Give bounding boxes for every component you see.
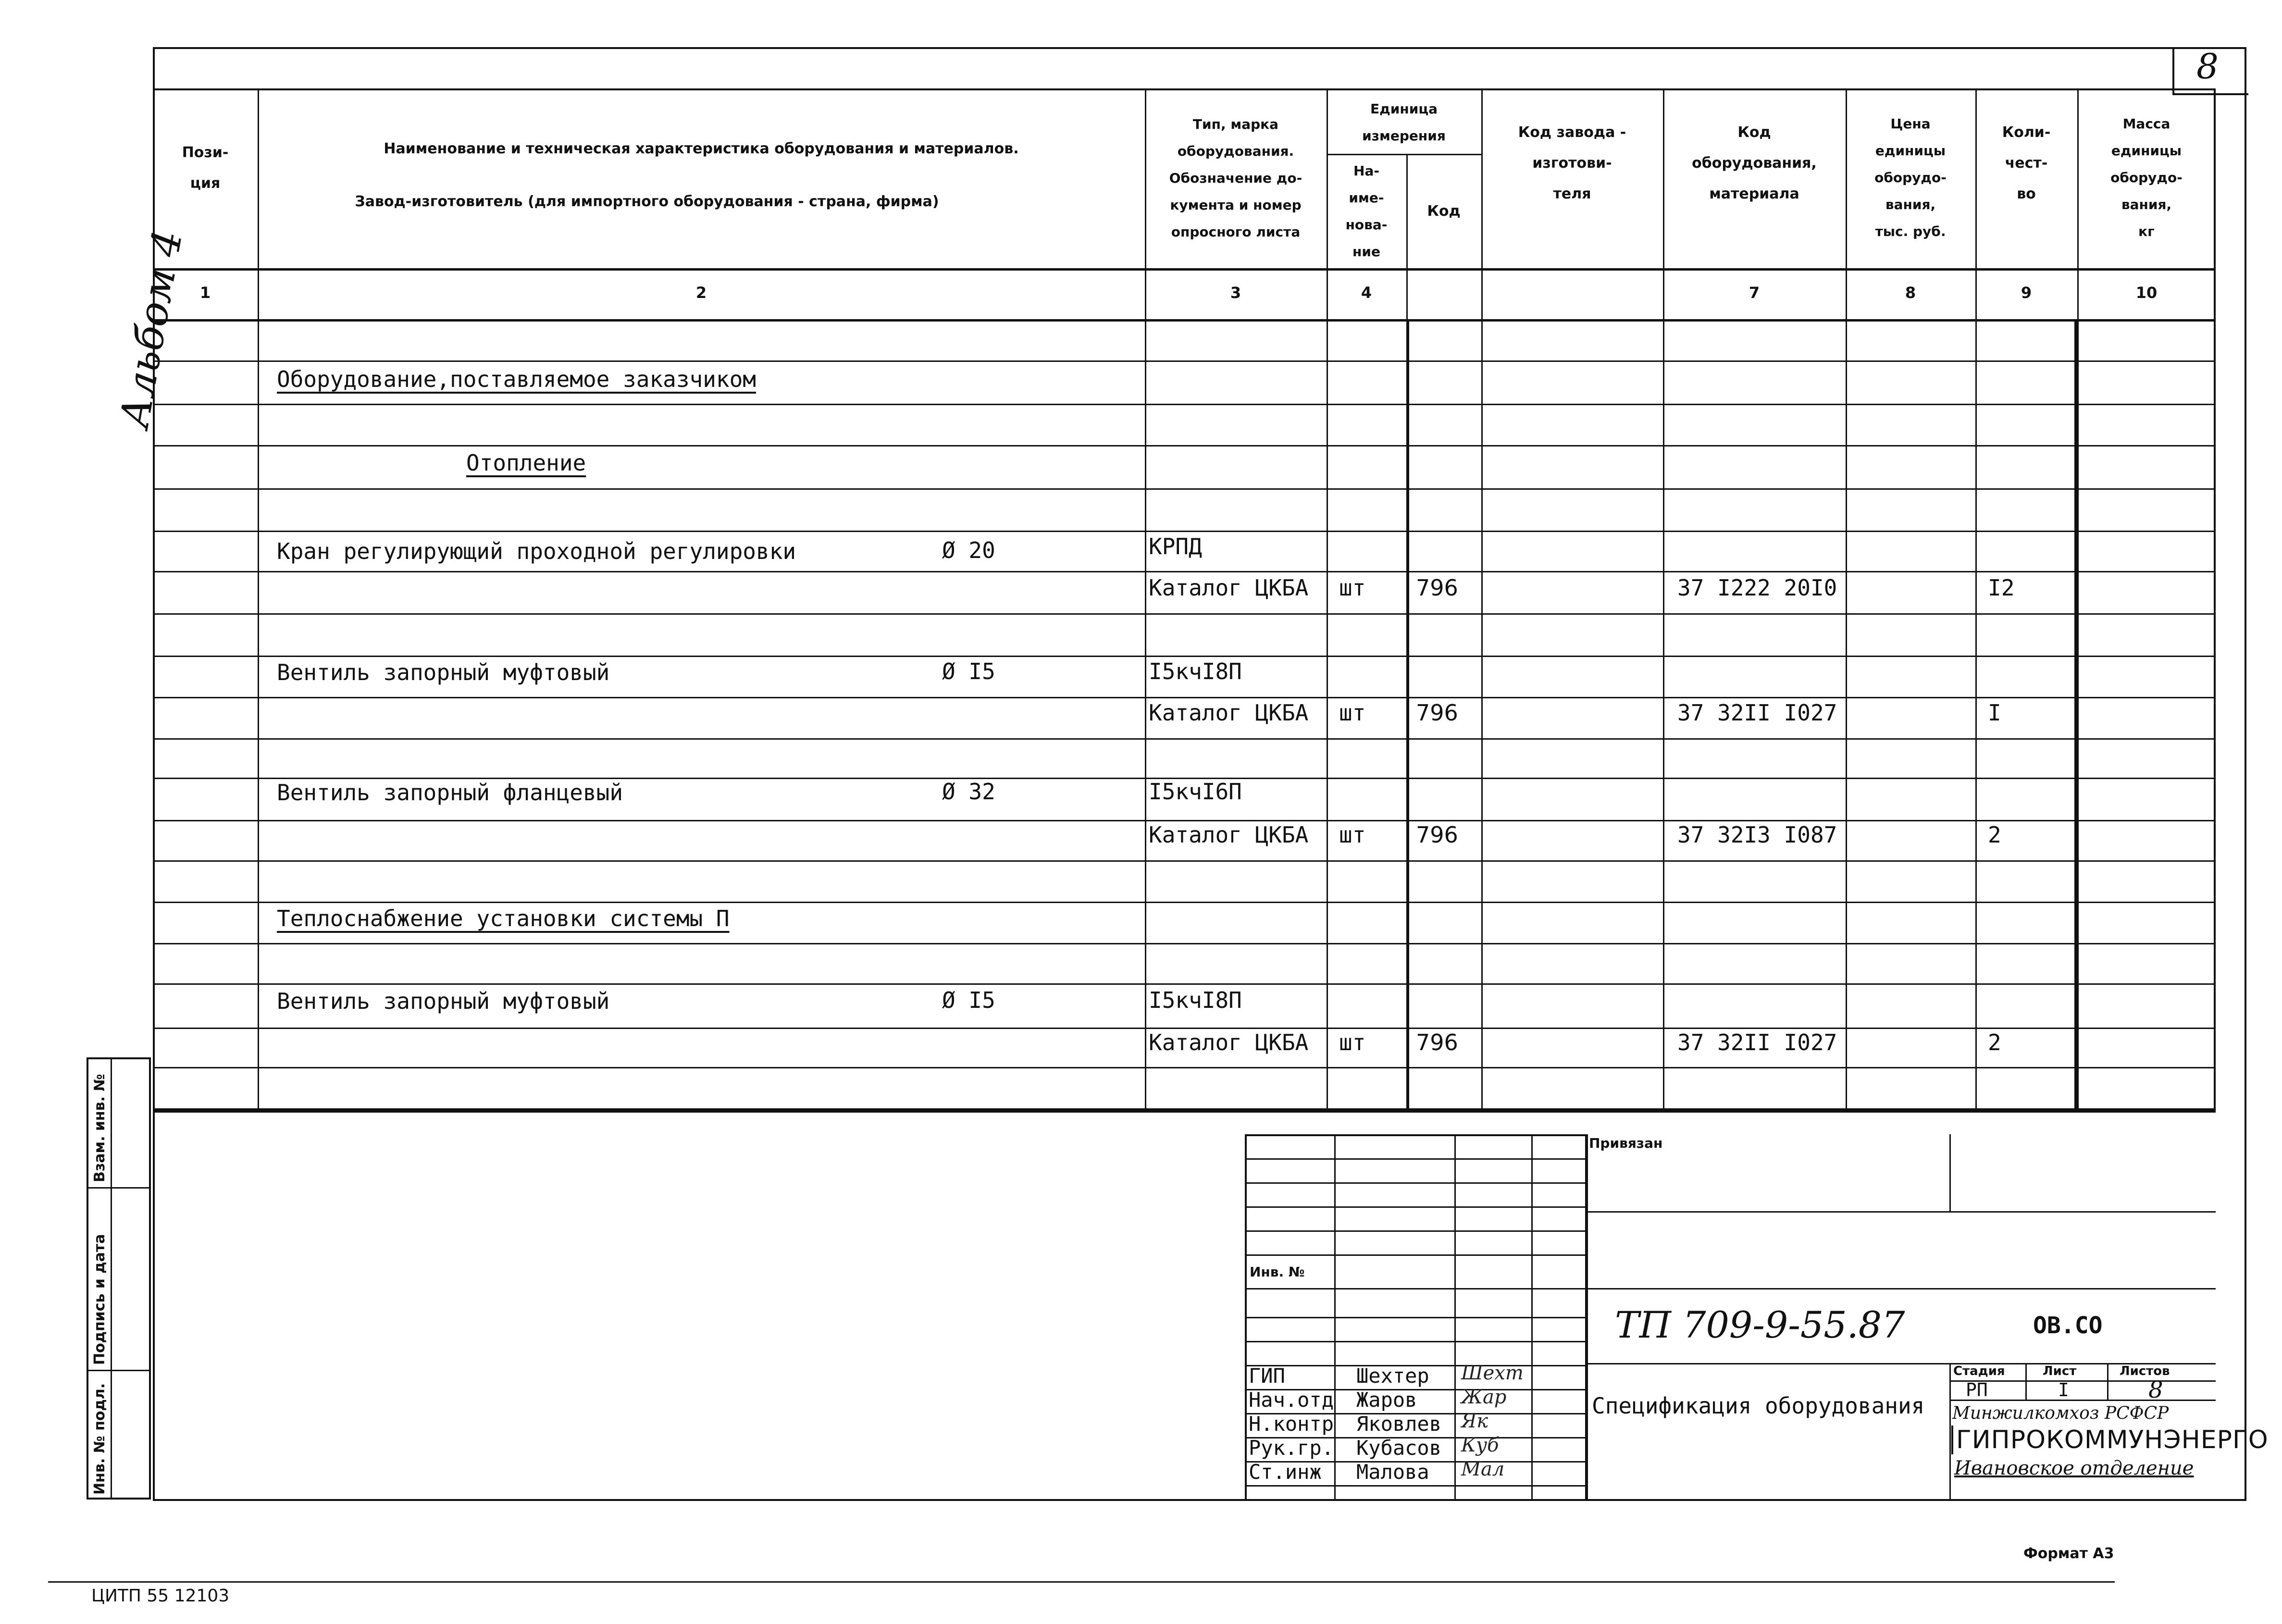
item4-type: I5кчI8П [1149,987,1242,1013]
row-line [153,983,2216,985]
row-line [153,1067,2216,1068]
header-unit-code: Код [1427,203,1461,220]
footer-stamp: ЦИТП 55 12103 [91,1586,230,1606]
signature: Мал [1461,1458,1505,1480]
item1-catalog: Каталог ЦКБА [1149,575,1309,601]
tb-hline [1245,1341,1586,1342]
name-yakovlev: Яковлев [1356,1412,1442,1436]
item1-unit-code: 796 [1416,575,1458,601]
signature: Куб [1461,1434,1499,1456]
colnum-8: 8 [1905,284,1916,302]
col-line-1 [258,88,259,1110]
header-name-line2: Завод-изготовитель (для импортного оборудования - страна, фирма) [355,193,939,210]
tb-right-line [1949,1400,2216,1401]
row-line [153,860,2216,862]
unit-group-line [1327,154,1481,155]
stage-label: Стадия [1953,1364,2005,1378]
sheet-label: Лист [2043,1364,2077,1378]
margin-line [87,1370,151,1371]
row-line [153,697,2216,698]
tb-right-vline [1949,1134,1951,1211]
doc-suffix: ОВ.СО [2033,1312,2103,1339]
row-line [153,613,2216,615]
row-line [153,738,2216,740]
item4-unit: шт [1339,1029,1366,1055]
item1-unit: шт [1339,575,1366,601]
item3-qty: 2 [1988,822,2001,848]
colnum-4: 4 [1361,284,1372,302]
signature: Жар [1461,1386,1507,1408]
colnum-1: 1 [199,284,211,302]
item1-type: КРПД [1149,533,1202,559]
item4-unit-code: 796 [1416,1029,1458,1055]
margin-inv-podl-label: Инв. № подл. [91,1383,108,1495]
row-line [153,820,2216,821]
signature: Як [1461,1410,1488,1432]
item2-name: Вентиль запорный муфтовый [277,659,610,685]
tb-hline [1245,1230,1586,1232]
name-malova: Малова [1356,1460,1429,1484]
header-price: Цена единицы оборудо- вания, тыс. руб. [1874,116,1947,239]
inv-no-label: Инв. № [1250,1264,1305,1280]
colnum-10: 10 [2135,284,2158,302]
margin-line [87,1187,151,1189]
item2-catalog: Каталог ЦКБА [1149,700,1309,726]
format-label: Формат А3 [2023,1545,2114,1562]
item1-code: 37 I222 20I0 [1677,575,1837,601]
row-line [153,943,2216,944]
sheet-value: I [2058,1379,2069,1401]
header-name-line1: Наименование и техническая характеристика оборудования и материалов. [384,140,1019,157]
item4-qty: 2 [1988,1029,2001,1055]
colnum-7: 7 [1749,284,1760,302]
table-bottom-separator [153,1110,2216,1113]
tb-hline [1245,1158,1586,1160]
item4-code: 37 32II I027 [1677,1029,1837,1055]
tb-hline [1245,1288,1586,1289]
header-unit-group: Единица измерения [1362,101,1446,144]
item2-unit: шт [1339,700,1366,726]
margin-vzam-label: Взам. инв. № [91,1074,108,1182]
header-equipment-code: Код оборудования, материала [1692,124,1817,202]
item2-dn: Ø I5 [942,658,995,684]
item4-name: Вентиль запорный муфтовый [277,988,610,1014]
header-unit-name: На- име- нова- ние [1345,163,1388,260]
album-label: Альбом 4 [111,226,192,432]
item2-type: I5кчI8П [1149,658,1242,684]
row-line [153,571,2216,572]
item2-code: 37 32II I027 [1677,700,1837,726]
item2-qty: I [1988,700,2001,726]
item3-unit: шт [1339,822,1366,848]
role-gip: ГИП [1249,1364,1285,1388]
tb-hline [1245,1182,1586,1184]
org-name: ГИПРОКОММУНЭНЕРГО [1951,1426,2269,1454]
header-position: Пози- ция [182,144,229,192]
item3-code: 37 32I3 I087 [1677,822,1837,848]
row-line [153,404,2216,405]
item3-catalog: Каталог ЦКБА [1149,822,1309,848]
role-n-kontr: Н.контр [1249,1412,1334,1436]
header-quantity: Коли- чест- во [2002,124,2051,202]
header-mass: Масса единицы оборудо- вания, кг [2110,116,2183,239]
item4-catalog: Каталог ЦКБА [1149,1029,1309,1055]
role-ruk-gr: Рук.гр. [1249,1436,1334,1460]
privyazan-label: Привязан [1589,1135,1663,1151]
item4-dn: Ø I5 [942,987,995,1013]
role-st-inzh: Ст.инж [1249,1460,1322,1484]
footer-line [48,1581,2115,1583]
item3-type: I5кчI6П [1149,779,1242,805]
tb-hline [1245,1317,1586,1318]
item1-name: Кран регулирующий проходной регулировки [277,538,796,564]
row-line [153,488,2216,490]
ministry: Минжилкомхоз РСФСР [1952,1403,2169,1423]
colnum-9: 9 [2021,284,2032,302]
role-nach-otd: Нач.отд [1249,1388,1334,1412]
branch: Ивановское отделение [1954,1457,2194,1479]
item3-unit-code: 796 [1416,822,1458,848]
sheets-value: 8 [2148,1376,2163,1403]
tb-right-vline [1949,1363,1951,1500]
tb-hline [1245,1485,1586,1487]
doc-code: ТП 709-9-55.87 [1615,1303,1905,1346]
name-kubasov: Кубасов [1356,1436,1442,1460]
tb-right-line [1585,1211,2216,1213]
section-customer: Оборудование,поставляемое заказчиком [277,366,756,392]
item1-dn: Ø 20 [942,537,995,563]
tb-right-line [1949,1380,2216,1382]
header-type: Тип, марка оборудования. Обозначение до- кумента и номер опросного листа [1169,116,1302,240]
colnum-2: 2 [695,284,707,302]
signature: Шехт [1461,1362,1524,1384]
tb-hline [1245,1254,1586,1256]
tb-hline [1245,1206,1586,1208]
item3-dn: Ø 32 [942,779,995,805]
item3-name: Вентиль запорный фланцевый [277,780,623,806]
header-factory-code: Код завода - изготови- теля [1518,124,1626,202]
section-heating: Отопление [466,450,586,476]
row-line [153,656,2216,657]
row-line [153,531,2216,532]
colnum-3: 3 [1230,284,1241,302]
row-line [153,902,2216,903]
name-shekhter: Шехтер [1356,1364,1429,1388]
header-bottom-line [153,268,2216,271]
margin-vline [111,1057,112,1500]
stage-value: РП [1966,1379,1988,1401]
margin-podpis-label: Подпись и дата [91,1234,108,1365]
item2-unit-code: 796 [1416,700,1458,726]
sheets-label: Листов [2120,1364,2170,1378]
sheet-corner-number: 8 [2196,46,2219,87]
section-heat-supply: Теплоснабжение установки системы П [277,905,730,931]
item1-qty: I2 [1988,575,2015,601]
row-line [153,360,2216,362]
document-title: Спецификация оборудования [1592,1393,1925,1419]
row-line [153,1028,2216,1029]
row-line [153,445,2216,446]
tb-right-line [1585,1288,2216,1289]
name-zharov: Жаров [1356,1388,1417,1412]
